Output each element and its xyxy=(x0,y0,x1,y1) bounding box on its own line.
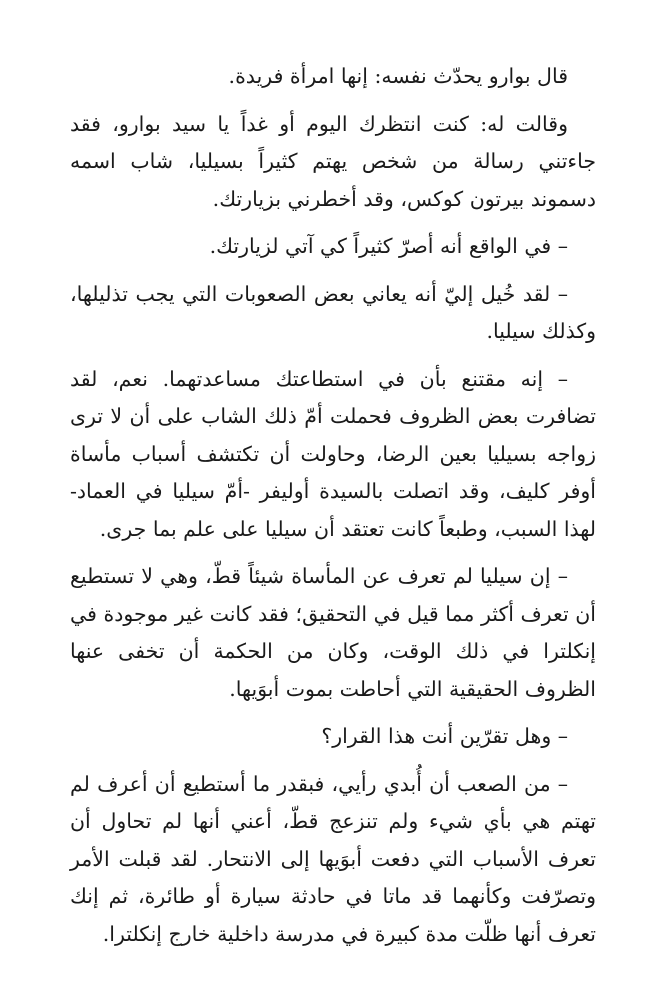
paragraph-2: وقالت له: كنت انتظرك اليوم أو غداً يا سيد بوارو، فقد جاءتني رسالة من شخص يهتم كثيراً بسيليا، شاب اسمه دسموند بيرتون كوكس، وقد أخطرني بزيارتك. xyxy=(70,111,596,211)
paragraph-4: – لقد خُيل إليّ أنه يعاني بعض الصعوبات التي يجب تذليلها، وكذلك سيليا. xyxy=(70,281,596,343)
paragraph-1: قال بوارو يحدّث نفسه: إنها امرأة فريدة. xyxy=(228,64,568,88)
paragraph-7: – وهل تقرّين أنت هذا القرار؟ xyxy=(321,724,568,748)
paragraph-3: – في الواقع أنه أصرّ كثيراً كي آتي لزيارتك. xyxy=(209,234,568,258)
paragraph-6: – إن سيليا لم تعرف عن المأساة شيئاً قطّ، وهي لا تستطيع أن تعرف أكثر مما قيل في التحقيق؛ فقد كانت غير موجودة في إنكلترا في ذلك الوقت، وكان من الحكمة أن تخفى عنها الظروف الحقيقية التي أحاطت بموت أبوَيها. xyxy=(70,564,596,701)
paragraph-8: – من الصعب أن أُبدي رأيي، فبقدر ما أستطيع أن أعرف لم تهتم هي بأي شيء ولم تنزعج قطّ، أعني أنها لم تحاول أن تعرف الأسباب التي دفعت أبوَيها إلى الانتحار. لقد قبلت الأمر وتصرّفت وكأنهما قد ماتا في حادثة سيارة أو طائرة، ثم إنك تعرف أنها ظلّت مدة كبيرة في مدرسة داخلية خارج إنكلترا. xyxy=(70,771,596,946)
book-page xyxy=(70,58,596,963)
paragraph-5: – إنه مقتنع بأن في استطاعتك مساعدتهما. نعم، لقد تضافرت بعض الظروف فحملت أمّ ذلك الشاب على أن لا ترى زواجه بسيليا بعين الرضا، وحاولت أن تكتشف أسباب مأساة أوفر كليف، وقد اتصلت بالسيدة أوليفر -أمّ سيليا في العماد- لهذا السبب، وطبعاً كانت تعتقد أن سيليا على علم بما جرى. xyxy=(70,366,596,541)
